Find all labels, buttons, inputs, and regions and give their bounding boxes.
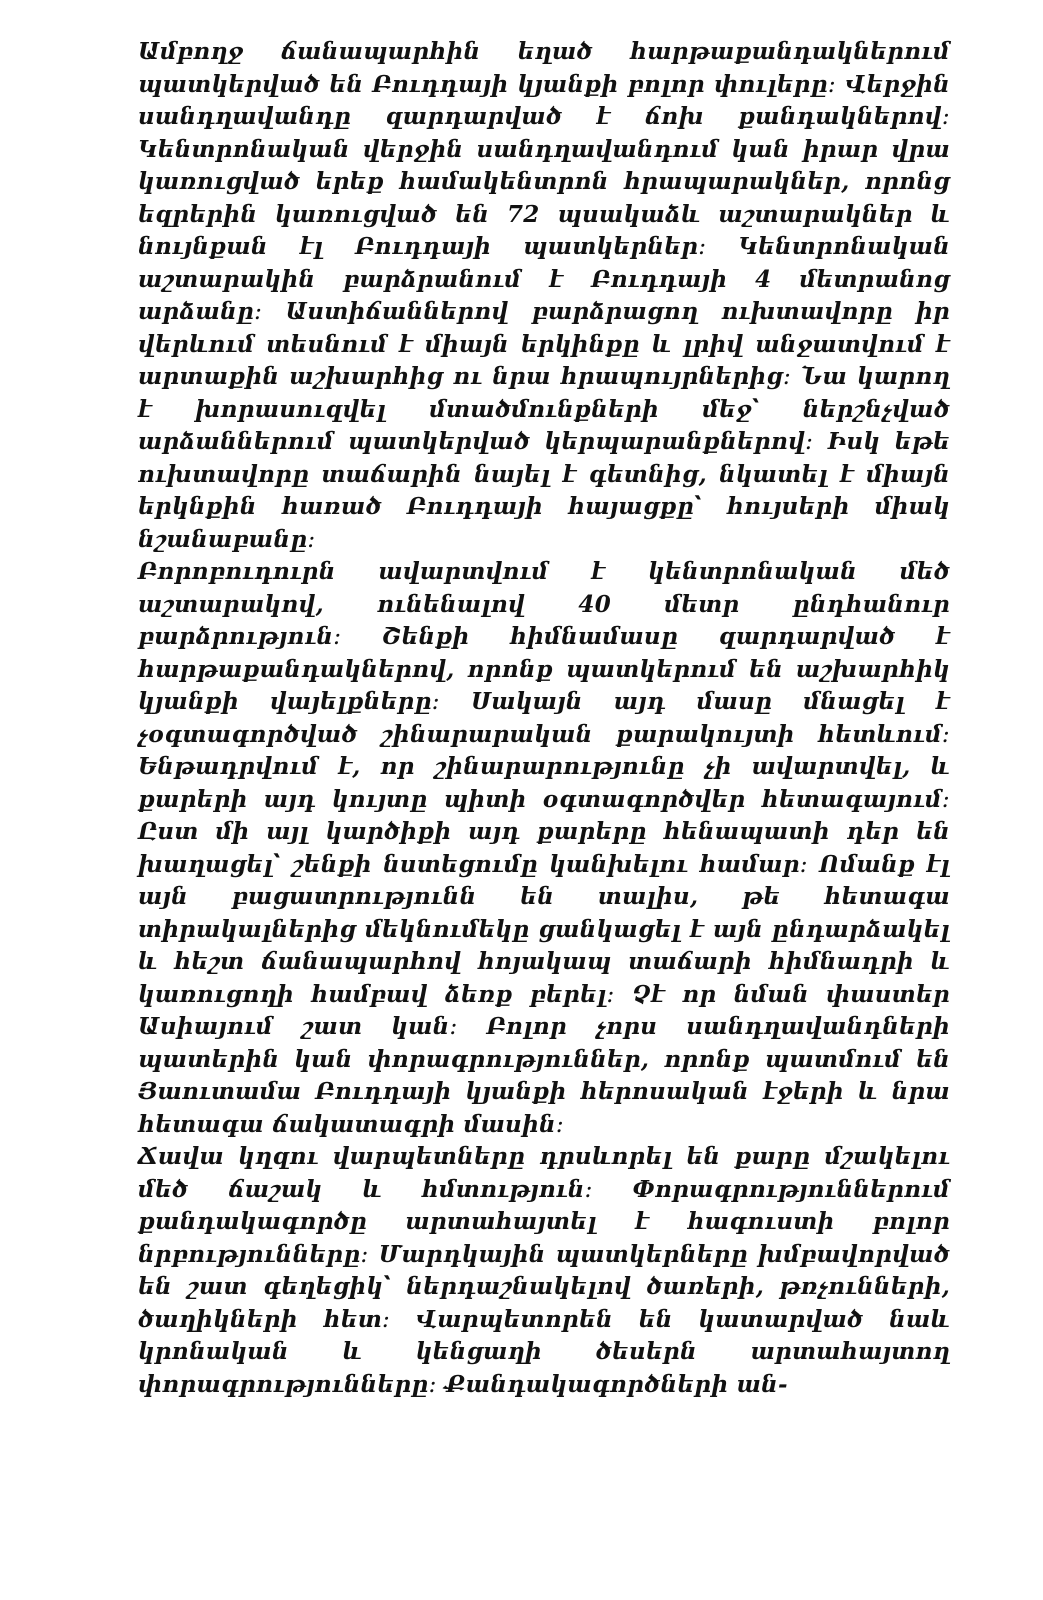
- document-page: [138, 36, 950, 1576]
- paragraph-1: Ամբողջ ճանապարհին եղած հարթաքանդակներում պատկերված են Բուդդայի կյանքի բոլոր փուլերը։ Վերջին սանդղավանդը զարդարված է ճոխ քանդակներով։ Կենտրոնական վերջին սանդղավանդում կան իրար վրա կառուցված երեք համակենտրոն հրապարակներ, որոնց եզրերին կառուցված են 72 պսակաձև աշտարակներ և նույնքան էլ Բուդդայի պատկերներ։ Կենտրոնական աշտարակին բարձրանում է Բուդդայի 4 մետրանոց արձանը։ Աստիճաններով բարձրացող ուխտավորը իր վերևում տեսնում է միայն երկինքը և լրիվ անջատվում է արտաքին աշխարհից ու նրա հրապույրներից։ Նա կարող է խորասուզվել մտածմունքների մեջ՝ ներշնչված արձաններում պատկերված կերպարանքներով։ Իսկ եթե ուխտավորը տաճարին նայել է գետնից, նկատել է միայն երկնքին հառած Բուդդայի հայացքը՝ հույսերի միակ նշանաբանը։: [138, 38, 950, 553]
- paragraph-3: Ճավա կղզու վարպետները դրսևորել են քարը մշակելու մեծ ճաշակ և հմտություն։ Փորագրություններում քանդակագործը արտահայտել է հագուստի բոլոր նրբությունները։ Մարդկային պատկերները խմբավորված են շատ գեղեցիկ՝ ներդաշնակելով ծառերի, թռչունների, ծաղիկների հետ։ Վարպետորեն են կատարված նաև կրոնական և կենցաղի ծեսերն արտահայտող փորագրությունները։ Քանդակագործների ան-: [138, 1143, 950, 1398]
- paragraph-2: Բորոբուդուրն ավարտվում է կենտրոնական մեծ աշտարակով, ունենալով 40 մետր ընդհանուր բարձրություն։ Շենքի հիմնամասը զարդարված է հարթաքանդակներով, որոնք պատկերում են աշխարհիկ կյանքի վայելքները։ Սակայն այդ մասը մնացել է չօգտագործված շինարարական քարակույտի հետևում։ Ենթադրվում է, որ շինարարությունը չի ավարտվել, և քարերի այդ կույտը պիտի օգտագործվեր հետագայում։ Ըստ մի այլ կարծիքի այդ քարերը հենապատի դեր են խաղացել՝ շենքի նստեցումը կանխելու համար։ Ոմանք էլ այն բացատրությունն են տալիս, թե հետագա տիրակալներից մեկնումեկը ցանկացել է այն ընդարձակել և հեշտ ճանապարհով հոյակապ տաճարի հիմնադրի և կառուցողի համբավ ձեռք բերել։ Չէ որ նման փաստեր Ասիայում շատ կան։ Բոլոր չորս սանդղավանդների պատերին կան փորագրություններ, որոնք պատմում են Յաուտամա Բուդդայի կյանքի հերոսական էջերի և նրա հետագա ճակատագրի մասին։: [138, 558, 950, 1138]
